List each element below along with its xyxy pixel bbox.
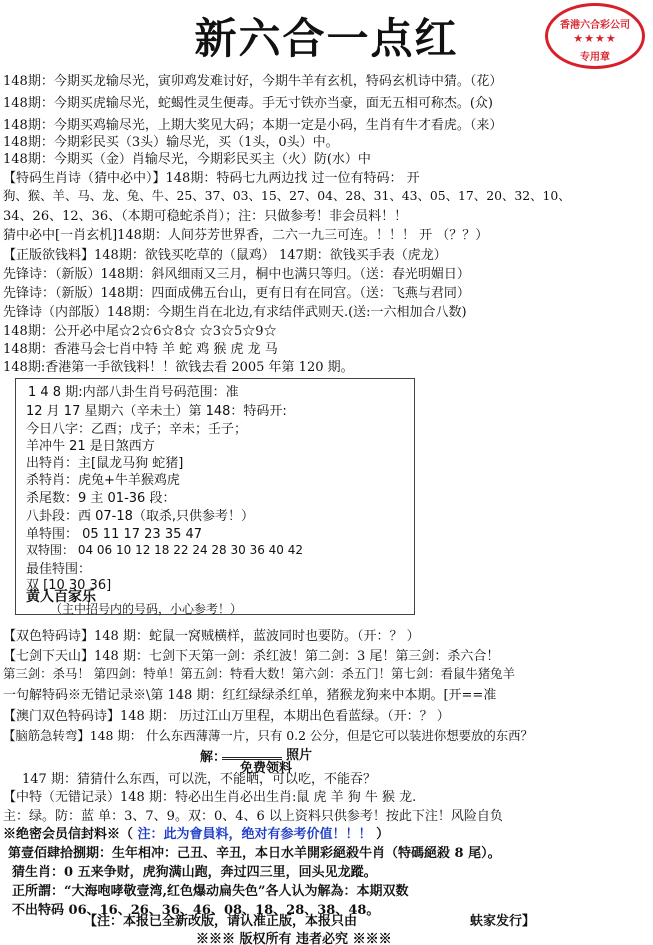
member-heading — [3, 823, 389, 842]
lower-line-2: 【七剑下天山】148 期：七剑下天第一剑：杀红波！第二剑：3 尾！第三剑：杀六合！ — [3, 649, 500, 664]
box-line-10: 双特围： 04 06 10 12 18 22 24 28 30 36 40 42 — [26, 543, 304, 557]
footer-notice-left: 【注：本报已全新改版，请认准正版，本报只由 — [84, 914, 358, 929]
lower-line-5: 【澳门双色特码诗】148 期： 历过江山万里程，本期出色看蓝绿。（开：？ ） — [3, 709, 450, 724]
riddle-picture-label: 照片 — [286, 748, 313, 763]
seal-stars: ★★★★ — [573, 32, 617, 45]
box-line-8: 八卦段：西 07-18（取杀,只供参考！） — [26, 509, 255, 524]
box-line-11: 最佳特围： — [26, 562, 92, 577]
box-line-12: 双 [10 30 36] — [26, 578, 112, 593]
footer-copyright: ※※※ 版权所有 违者必究 ※※※ — [196, 932, 392, 945]
box-line-2: 12 月 17 星期六（辛未土）第 148：特码开: — [26, 404, 287, 419]
bagua-info-box — [15, 378, 415, 615]
box-line-9: 单特围： 05 11 17 23 35 47 — [26, 527, 203, 542]
lower-line-4: 一句解特码※无错记录※\第 148 期：红红绿绿杀红单，猪猴龙狗来中本期。[开==准 — [3, 688, 497, 703]
box-line-1: 1 4 8 期:内部八卦生肖号码范围：准 — [28, 385, 239, 400]
box-line-14: （主中招号内的号码，小心参考！） — [50, 602, 243, 616]
seal-bottom-text: 专用章 — [580, 52, 610, 63]
member-line-1: 第壹佰肆拾捌期：生年相冲：己丑、辛丑，本日水羊開彩絕殺牛肖（特碼絕殺 8 尾）。 — [8, 846, 501, 861]
mid-line-4: 先锋诗（内部版）148期：今期生肖在北边,有求结伴武则天.(送:一六相加合八数) — [3, 305, 467, 320]
lower-line-3: 第三剑：杀马！ 第四剑：特单！第五剑：特看大数！第六剑：杀五门！第七剑：看鼠牛猪兔羊 — [3, 666, 515, 681]
lower-line-6: 【脑筋急转弯】148 期： 什么东西薄薄一片，只有 0.2 公分，但是它可以装进你想要放的东西？ — [3, 728, 533, 743]
mid-line-2: 先锋诗：（新版）148期：斜风细雨又三月，桐中也满只等归。（送：春光明媚日） — [3, 267, 470, 282]
page-title: 新六合一点红 — [194, 14, 459, 63]
special-line-4: 猜中必中[一肖玄机]148期：人间芬芳世界香，二六一九三可连。！！！ 开 （？？） — [3, 228, 489, 243]
mid-line-7: 148期:香港第一手欲钱料！！欲钱去看 2005 年第 120 期。 — [3, 360, 354, 375]
member-line-3: 正所謂：“大海咆哮敬壹湾,红色爆动扁失色”各人认为解為：本期双数 — [12, 884, 409, 899]
member-heading-note: 注：此为會員料，绝对有参考价值！！！ — [133, 827, 372, 842]
mid-line-3: 先锋诗：（新版）148期：四面成佛五台山，更有日有在同宫。（送：飞燕与君同） — [3, 286, 470, 301]
mid-line-1: 【正版欲钱料】148期：欲钱买吃草的（鼠鸡） 147期：欲钱买手表（虎龙） — [3, 248, 447, 263]
riddle-147: 147 期：猜猜什么东西，可以洗，不能晒，可以吃，不能吞？ — [22, 772, 376, 787]
box-line-13: 黄人百家乐 — [26, 589, 96, 605]
company-seal-stamp — [545, 3, 645, 69]
top-line-5: 148期：今期买（金）肖输尽光，今期彩民买主（火）防(水）中 — [3, 152, 371, 167]
footer-notice-right: 蚨家发行】 — [470, 914, 536, 929]
bottom-line-2: 主：绿。防：蓝 单：3、7、9。双：0、4、6 以上资料只供参考！按此下注！风险自负 — [3, 809, 503, 824]
member-heading-left: ※绝密会员信封料※（ — [3, 827, 134, 842]
seal-top-text: 香港六合彩公司 — [560, 20, 630, 31]
member-line-4: 不出特码 06、16、26、36、46、08、18、28、38、48。 — [12, 903, 380, 918]
top-line-4: 148期：今期彩民买（3头）输尽光，买（1头，0头）中。 — [3, 135, 339, 150]
top-line-1: 148期：今期买龙输尽光，寅卯鸡发难讨好，今期牛羊有玄机，特码玄机诗中猜。（花） — [3, 74, 503, 89]
special-line-3: 34、26、12、36、（本期可稳蛇杀肖）；注：只做参考！非会员料！！ — [3, 209, 408, 224]
special-line-1: 【特码生肖诗（猜中必中）】148期：特码七九两边找 过一位有特码： 开 — [3, 171, 420, 186]
top-line-3: 148期：今期买鸡输尽光，上期大奖见大码；本期一定是小码，生肖有牛才看虎。（来） — [3, 118, 503, 133]
member-line-2: 猜生肖：0 五来争财，虎狗满山跑，奔过四三里，回头见龙蹤。 — [12, 865, 377, 880]
riddle-overlay-text: 免费领料 — [240, 761, 293, 776]
bottom-line-1: 【中特（无错记录）148 期：特必出生肖必出生肖:鼠 虎 羊 狗 牛 猴 龙. — [3, 790, 417, 805]
member-heading-right: ） — [371, 827, 390, 842]
box-line-5: 出特肖：主[鼠龙马狗 蛇猪] — [26, 456, 184, 471]
top-line-2: 148期：今期买虎输尽光，蛇蝎性灵生便毒。手无寸铁亦当豪，面无五相可称杰。(众) — [3, 96, 493, 111]
special-line-2: 狗、猴、羊、马、龙、兔、牛、25、37、03、15、27、04、28、31、43、05、17、20、32、10、 — [3, 188, 571, 203]
box-line-6: 杀特肖：虎兔+牛羊猴鸡虎 — [26, 473, 180, 488]
mid-line-5: 148期：公开必中尾☆2☆6☆8☆ ☆3☆5☆9☆ — [3, 324, 277, 339]
box-line-3: 今日八字：乙酉；戊子；辛未；壬子； — [26, 422, 248, 437]
lower-line-1: 【双色特码诗】148 期：蛇鼠一窝贼横样，蓝波同时也要防。（开：？ ） — [3, 629, 420, 644]
box-line-7: 杀尾数：9 主 01-36 段： — [26, 491, 176, 506]
box-line-4: 羊冲牛 21 是日煞西方 — [26, 439, 155, 454]
mid-line-6: 148期：香港马会七肖中特 羊 蛇 鸡 猴 虎 龙 马 — [3, 342, 278, 357]
riddle-answer-label: 解： — [200, 750, 227, 765]
